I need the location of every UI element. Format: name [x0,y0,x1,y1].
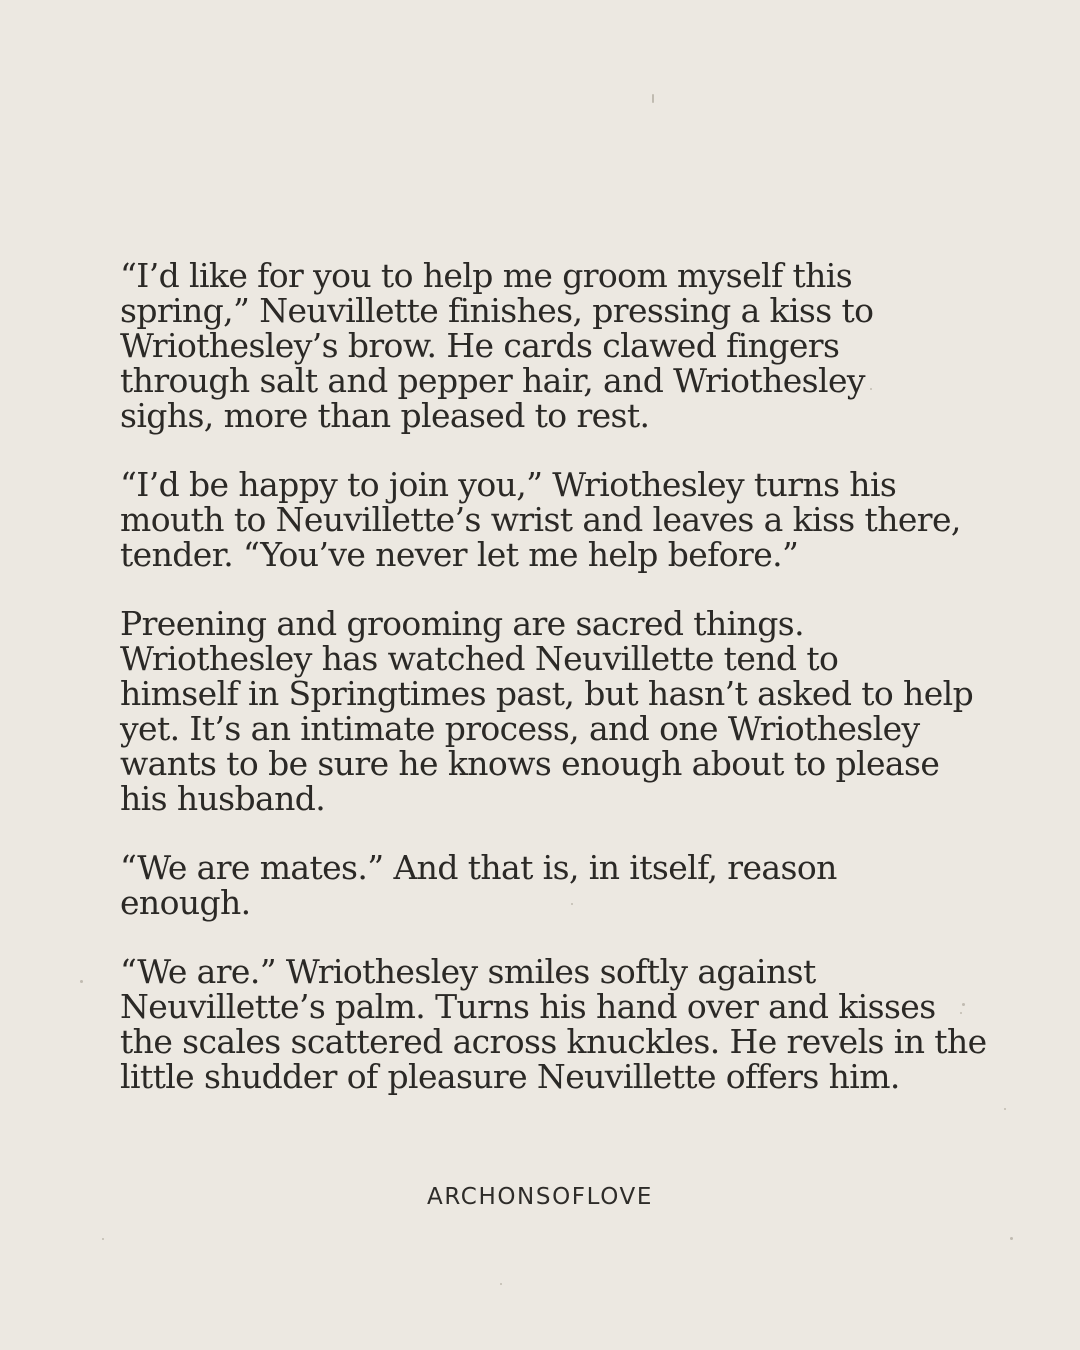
text-line: “We are mates.” And that is, in itself, reason [120,848,837,887]
text-line: wants to be sure he knows enough about to please [120,744,940,783]
paragraph-spacer [120,433,1000,467]
text-line: “I’d be happy to join you,” Wriothesley turns his [120,465,897,504]
paragraph-spacer [120,920,1000,954]
paper-speck [1010,1237,1013,1240]
text-line: Wriothesley’s brow. He cards clawed fingers [120,326,840,365]
story-text [120,258,1000,1094]
text-line: “We are.” Wriothesley smiles softly against [120,952,816,991]
text-line: himself in Springtimes past, but hasn’t asked to help [120,674,974,713]
text-line: Wriothesley has watched Neuvillette tend to [120,639,839,678]
text-line: Preening and grooming are sacred things. [120,604,804,643]
paragraph-1 [120,258,1000,433]
paper-speck [500,1283,502,1285]
paper-speck [80,980,83,983]
paragraph-4 [120,850,1000,920]
text-line: tender. “You’ve never let me help before.” [120,535,799,574]
text-line: little shudder of pleasure Neuvillette offers him. [120,1057,900,1096]
text-line: spring,” Neuvillette finishes, pressing a kiss to [120,291,874,330]
author-signature: ARCHONSOFLOVE [427,1184,653,1210]
text-line: Neuvillette’s palm. Turns his hand over and kisses [120,987,936,1026]
text-line: mouth to Neuvillette’s wrist and leaves a kiss there, [120,500,961,539]
paragraph-spacer [120,816,1000,850]
paragraph-2 [120,467,1000,572]
text-line: through salt and pepper hair, and Wriothesley [120,361,865,400]
text-line: enough. [120,883,251,922]
paper-speck [652,94,654,103]
paper-speck [102,1238,104,1240]
paragraph-5 [120,954,1000,1094]
text-line: sighs, more than pleased to rest. [120,396,650,435]
text-line: “I’d like for you to help me groom myself this [120,256,853,295]
paper-speck [1004,1108,1006,1110]
text-line: his husband. [120,779,326,818]
paragraph-3 [120,606,1000,816]
text-line: the scales scattered across knuckles. He revels in the [120,1022,987,1061]
paragraph-spacer [120,572,1000,606]
text-line: yet. It’s an intimate process, and one Wriothesley [120,709,920,748]
